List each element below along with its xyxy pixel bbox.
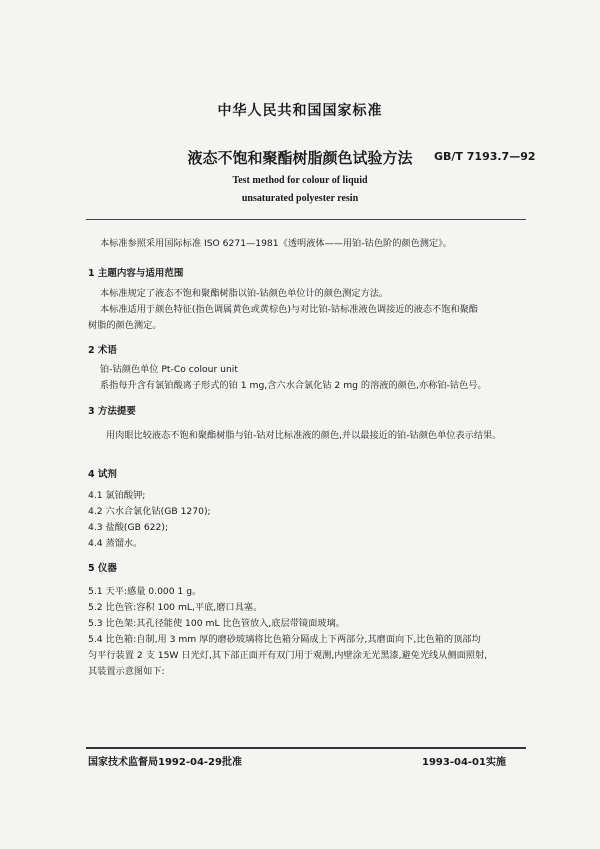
document-title-en-line2: unsaturated polyester resin bbox=[241, 193, 359, 204]
section-2-definition: 系指每升含有氯铂酸离子形式的铂 1 mg,含六水合氯化钴 2 mg 的溶液的颜色,亦称铂-钴色号。 bbox=[100, 380, 487, 391]
section-5-heading: 5 仪器 bbox=[88, 563, 117, 574]
section-4-heading: 4 试剂 bbox=[88, 469, 117, 480]
national-standard-label: 中华人民共和国国家标准 bbox=[217, 103, 383, 119]
section-2-term: 铂-钴颜色单位 Pt-Co colour unit bbox=[100, 364, 238, 375]
reagent-item: 4.4 蒸馏水。 bbox=[88, 538, 143, 549]
apparatus-item: 5.3 比色架:其孔径能使 100 mL 比色管放入,底层带镜面玻璃。 bbox=[88, 618, 345, 629]
apparatus-item: 5.2 比色管:容积 100 mL,平底,磨口具塞。 bbox=[88, 602, 263, 613]
apparatus-item-4-line-3: 其装置示意图如下: bbox=[88, 666, 165, 677]
standard-number: GB/T 7193.7—92 bbox=[434, 150, 536, 163]
reagent-item: 4.1 氯铂酸钾; bbox=[88, 490, 146, 501]
section-1-paragraph-2-line-1: 本标准适用于颜色特征(指色调属黄色或黄棕色)与对比铂-钴标准液色调接近的液态不饱和聚酯 bbox=[100, 304, 478, 315]
reagent-item: 4.3 盐酸(GB 622); bbox=[88, 522, 169, 533]
apparatus-item-4-line-2: 匀平行装置 2 支 15W 日光灯,其下部正面开有双门用于观测,内壁涂无光黑漆,避免光线从侧面照射, bbox=[88, 650, 488, 661]
document-title-cn: 液态不饱和聚酯树脂颜色试验方法 bbox=[187, 149, 413, 167]
effective-date: 1993-04-01实施 bbox=[422, 757, 506, 768]
reagent-item: 4.2 六水合氯化钴(GB 1270); bbox=[88, 506, 211, 517]
section-1-paragraph-2-line-2: 树脂的颜色测定。 bbox=[88, 320, 162, 331]
header-divider bbox=[86, 219, 526, 220]
document-title-en-line1: Test method for colour of liquid bbox=[232, 175, 368, 186]
apparatus-item-4-line-1: 5.4 比色箱:自制,用 3 mm 厚的磨砂玻璃将比色箱分隔成上下两部分,其磨面向下,比色箱的顶部均 bbox=[88, 634, 481, 645]
intro-paragraph: 本标准参照采用国际标准 ISO 6271—1981《透明液体——用铂-钴色阶的颜色测定》。 bbox=[100, 238, 452, 249]
apparatus-item: 5.1 天平:感量 0.000 1 g。 bbox=[88, 586, 202, 597]
approval-date: 国家技术监督局1992-04-29批准 bbox=[88, 757, 242, 768]
section-1-heading: 1 主题内容与适用范围 bbox=[88, 268, 184, 279]
footer-divider bbox=[86, 747, 526, 749]
section-3-heading: 3 方法提要 bbox=[88, 406, 136, 417]
section-2-heading: 2 术语 bbox=[88, 345, 117, 356]
section-1-paragraph-1: 本标准规定了液态不饱和聚酯树脂以铂-钴颜色单位计的颜色测定方法。 bbox=[100, 288, 389, 299]
section-3-text: 用肉眼比较液态不饱和聚酯树脂与铂-钴对比标准液的颜色,并以最接近的铂-钴颜色单位表示结果。 bbox=[106, 430, 502, 441]
